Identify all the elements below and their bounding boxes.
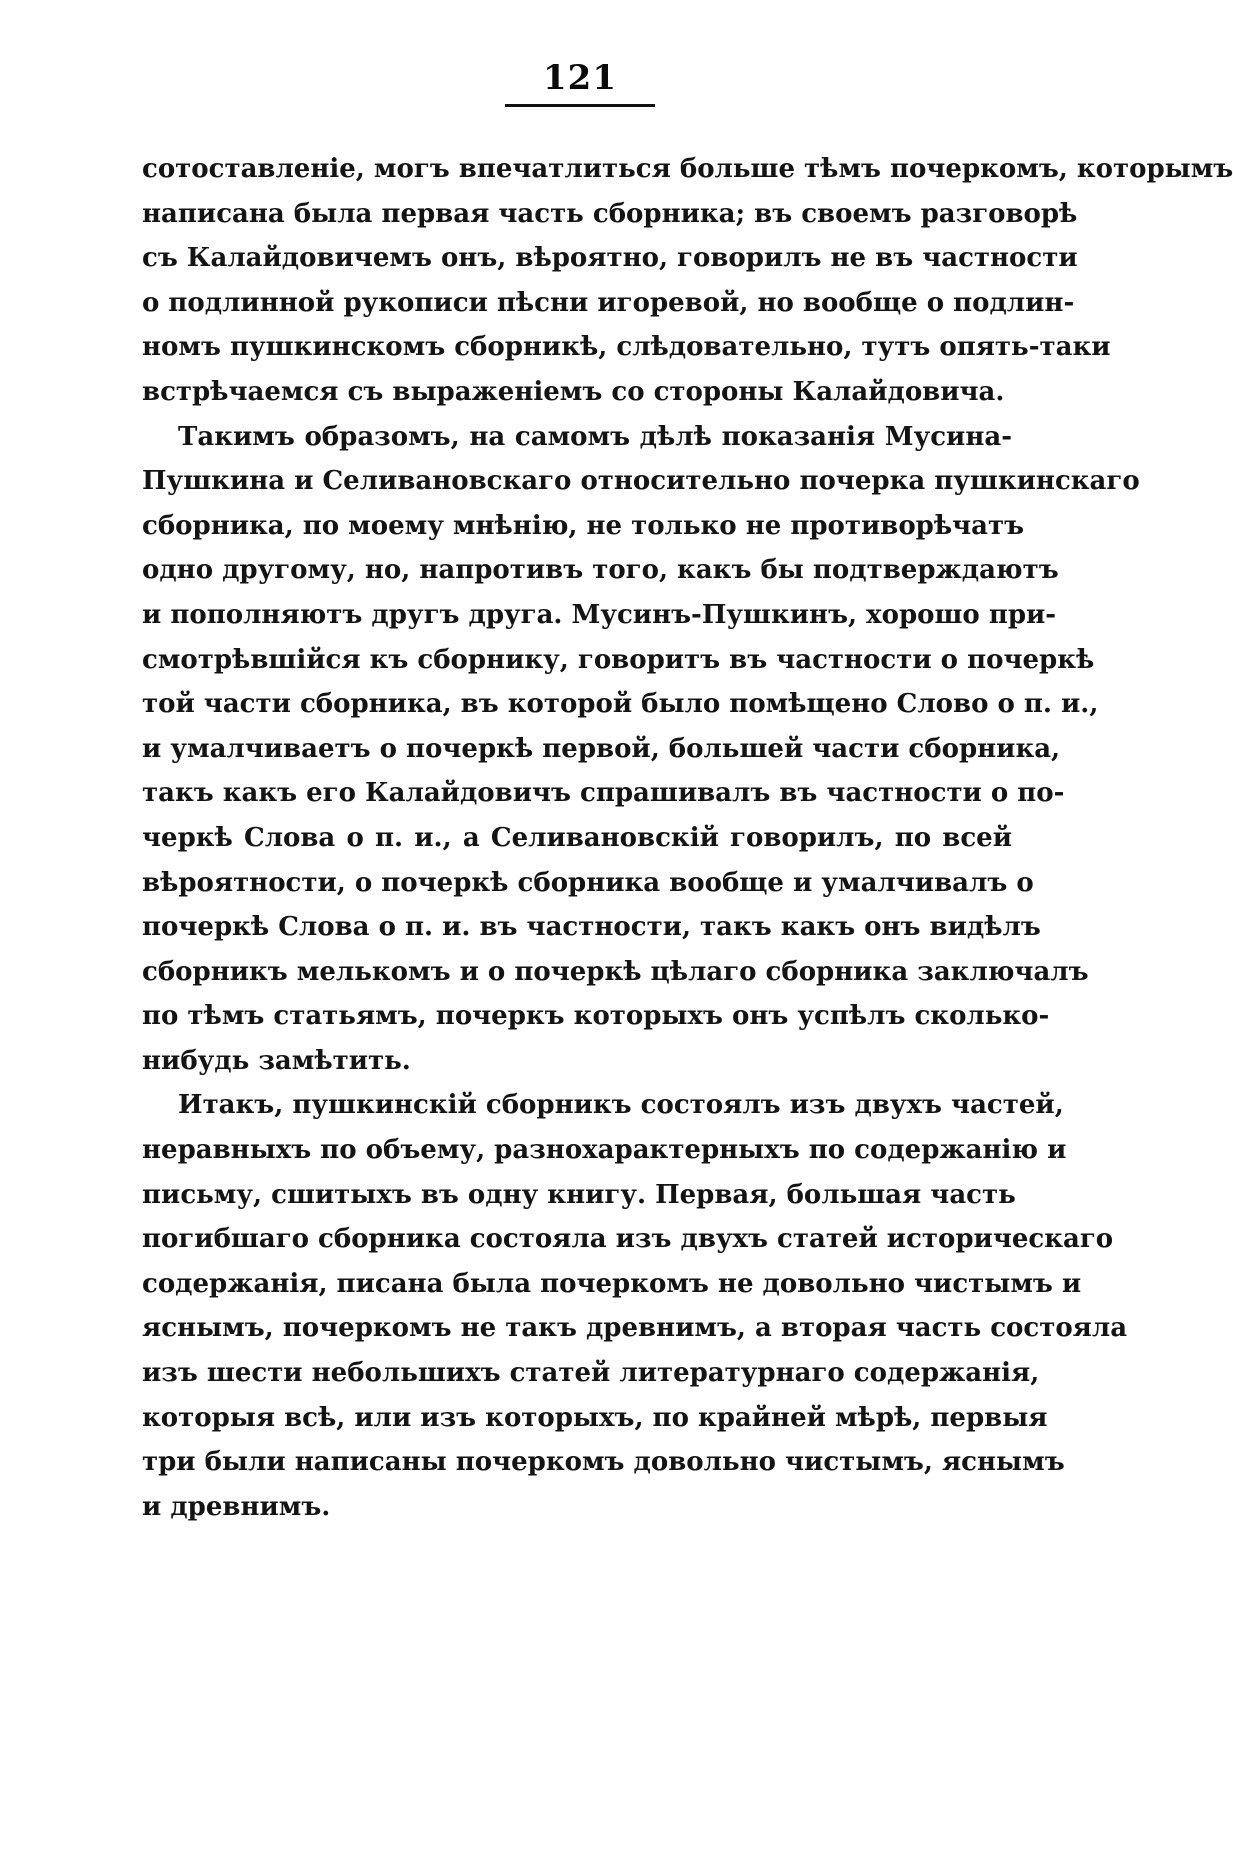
text-line-16: черкѣ Слова о п. и., а Селивановскій говорилъ, по всей (142, 822, 1012, 853)
text-line-23: неравныхъ по объему, разнохарактерныхъ по содержанію и (142, 1135, 1067, 1166)
text-line-27: яснымъ, почеркомъ не такъ древнимъ, а вторая часть состояла (142, 1313, 1128, 1344)
text-line-4: о подлинной рукописи пѣсни игоревой, но вообще о подлин- (142, 287, 1075, 318)
text-line-20: по тѣмъ статьямъ, почеркъ которыхъ онъ успѣлъ сколько- (142, 1001, 1050, 1032)
text-line-26: содержанія, писана была почеркомъ не довольно чистымъ и (142, 1268, 1082, 1299)
page-number: 121 (543, 58, 617, 98)
text-line-24: письму, сшитыхъ въ одну книгу. Первая, большая часть (142, 1179, 1016, 1210)
text-line-12: смотрѣвшійся къ сборнику, говоритъ въ частности о почеркѣ (142, 644, 1095, 675)
text-line-8: Пушкина и Селивановскаго относительно почерка пушкинскаго (142, 466, 1140, 497)
text-line-25: погибшаго сборника состояла изъ двухъ статей историческаго (142, 1224, 1114, 1255)
text-line-13: той части сборника, въ которой было помѣщено Слово о п. и., (142, 689, 1099, 720)
text-line-28: изъ шести небольшихъ статей литературнаго содержанія, (142, 1358, 1040, 1389)
text-line-18: почеркѣ Слова о п. и. въ частности, такъ какъ онъ видѣлъ (142, 912, 1041, 943)
text-line-2: написана была первая часть сборника; въ своемъ разговорѣ (142, 198, 1078, 229)
body-text (142, 147, 1233, 1529)
text-line-29: которыя всѣ, или изъ которыхъ, по крайней мѣрѣ, первыя (142, 1402, 1048, 1433)
text-line-9: сборника, по моему мнѣнію, не только не противорѣчатъ (142, 510, 1025, 541)
text-line-6: встрѣчаемся съ выраженіемъ со стороны Калайдовича. (142, 376, 1005, 407)
text-line-19: сборникъ мелькомъ и о почеркѣ цѣлаго сборника заключалъ (142, 956, 1089, 987)
text-line-21: нибудь замѣтить. (142, 1045, 411, 1076)
text-line-5: номъ пушкинскомъ сборникѣ, слѣдовательно, тутъ опять-таки (142, 332, 1111, 363)
text-line-30: три были написаны почеркомъ довольно чистымъ, яснымъ (142, 1447, 1065, 1478)
text-line-11: и пополняютъ другъ друга. Мусинъ-Пушкинъ, хорошо при- (142, 599, 1057, 630)
text-line-17: вѣроятности, о почеркѣ сборника вообще и умалчивалъ о (142, 867, 1034, 898)
text-line-14: и умалчиваетъ о почеркѣ первой, большей части сборника, (142, 733, 1061, 764)
text-line-3: съ Калайдовичемъ онъ, вѣроятно, говорилъ не въ частности (142, 243, 1078, 274)
header-rule (505, 104, 655, 107)
text-line-7: Такимъ образомъ, на самомъ дѣлѣ показанія Мусина- (178, 421, 1012, 452)
text-line-15: такъ какъ его Калайдовичъ спрашивалъ въ частности о по- (142, 778, 1065, 809)
text-line-31: и древнимъ. (142, 1491, 331, 1522)
text-line-22: Итакъ, пушкинскій сборникъ состоялъ изъ двухъ частей, (178, 1090, 1064, 1121)
text-line-10: одно другому, но, напротивъ того, какъ бы подтверждаютъ (142, 555, 1059, 586)
text-line-1: сотоставленіе, могъ впечатлиться больше тѣмъ почеркомъ, которымъ (142, 154, 1233, 184)
